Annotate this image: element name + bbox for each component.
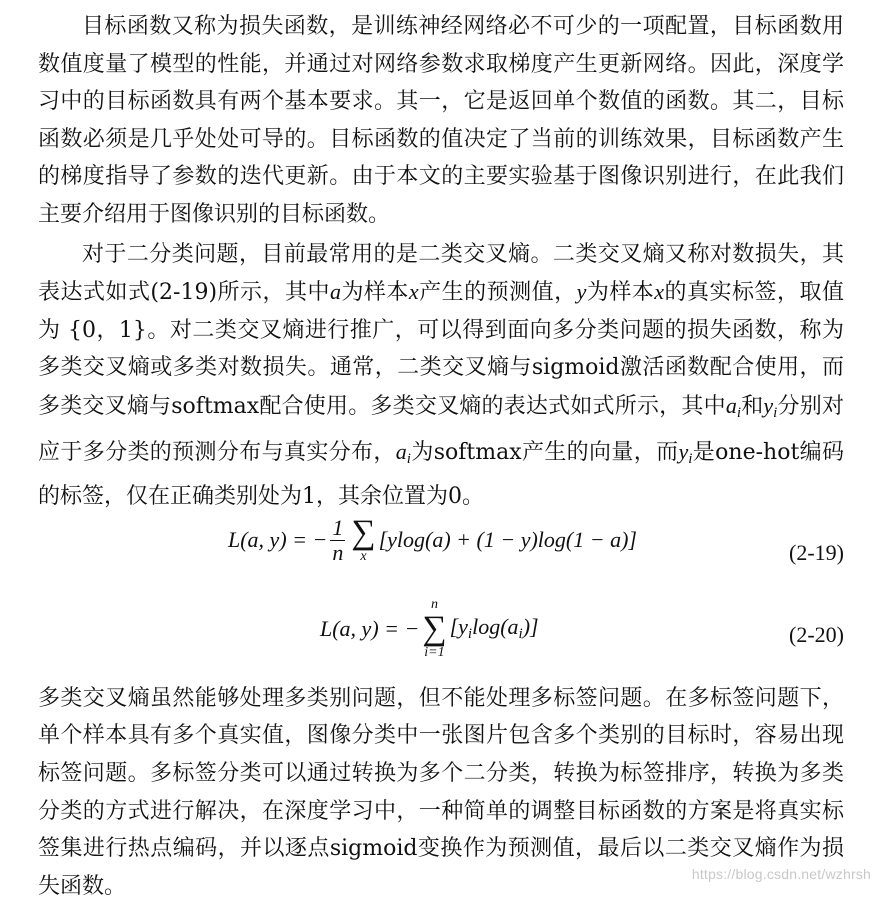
rhs-part: )] <box>522 614 539 640</box>
text-run: 对于二分类问题，目前最常用的是二类交叉熵。二类交叉熵又称对数损失，其表达式如式(2-19)所示，其中 <box>38 241 844 306</box>
summation <box>422 598 446 660</box>
math-subscript: i <box>467 626 473 643</box>
math-subscript: i <box>406 450 411 467</box>
summation <box>351 516 375 564</box>
equation-rhs <box>450 614 539 643</box>
equation-lhs: L(a, y) = − <box>320 615 420 641</box>
text-run: 为softmax产生的向量，而 <box>410 439 679 465</box>
sigma-symbol: ∑ <box>351 514 376 552</box>
paper-page <box>38 8 844 905</box>
math-var: a <box>395 438 407 464</box>
math-subscript: i <box>688 450 693 467</box>
watermark: https://blog.csdn.net/wzhrsh <box>691 866 871 882</box>
text-run: 的真实标签，取值为 {0，1}。对二类交叉熵进行推广，可以得到面向多分类问题的损失函数，称为多类交叉熵或多类对数损失。通常，二类交叉熵与sigmoid激活函数配合使用，而多类交叉熵与softmax配合使用。多类交叉熵的表达式如式所示，其中 <box>38 280 844 419</box>
text-run: 为样本 <box>586 280 655 306</box>
fraction-numerator: 1 <box>332 514 344 540</box>
equation-number: (2-19) <box>789 539 844 565</box>
sum-lower-limit: i=1 <box>424 644 445 660</box>
equation-number: (2-20) <box>789 621 844 647</box>
math-var: y <box>763 392 774 418</box>
fraction-denominator: n <box>332 539 344 565</box>
text-run: 和 <box>740 393 764 419</box>
text-run: 分别对应于多分类的预测分布与真实分布， <box>38 393 844 465</box>
math-subscript: i <box>518 626 523 643</box>
equation-body <box>228 516 637 565</box>
rhs-part: [y <box>449 614 468 640</box>
equation-body <box>320 598 539 660</box>
math-var: a <box>725 392 737 418</box>
equation-lhs: L(a, y) = − <box>228 527 328 553</box>
math-var: y <box>678 438 689 464</box>
math-subscript: i <box>736 404 741 421</box>
equation-2-19 <box>38 516 844 598</box>
sum-lower-limit: x <box>360 549 367 565</box>
equation-2-20 <box>38 598 844 680</box>
math-var: x <box>654 279 665 305</box>
paragraph-objective-function: 目标函数又称为损失函数，是训练神经网络必不可少的一项配置，目标函数用数值度量了模型的性能，并通过对网络参数求取梯度产生更新网络。因此，深度学习中的目标函数具有两个基本要求。其一，它是返回单个数值的函数。其二，目标函数必须是几乎处处可导的。目标函数的值决定了当前的训练效果，目标函数产生的梯度指导了参数的迭代更新。由于本文的主要实验基于图像识别进行，在此我们主要介绍用于图像识别的目标函数。 <box>38 14 844 227</box>
math-var: a <box>329 279 341 305</box>
paragraph-cross-entropy <box>38 236 844 516</box>
text-run: 为样本 <box>340 280 409 306</box>
fraction <box>330 516 345 565</box>
sigma-symbol: ∑ <box>422 609 447 647</box>
text-run: 产生的预测值， <box>418 280 577 306</box>
math-var: x <box>408 279 419 305</box>
math-subscript: i <box>773 404 778 421</box>
math-var: y <box>576 279 587 305</box>
paragraph-multilabel: 多类交叉熵虽然能够处理多类别问题，但不能处理多标签问题。在多标签问题下，单个样本具有多个真实值，图像分类中一张图片包含多个类别的目标时，容易出现标签问题。多标签分类可以通过转换为多个二分类，转换为标签排序，转换为多类分类的方式进行解决，在深度学习中，一种简单的调整目标函数的方案是将真实标签集进行热点编码，并以逐点sigmoid变换作为预测值，最后以二类交叉熵作为损失函数。 <box>38 685 844 899</box>
text-run: 是one-hot编码的标签，仅在正确类别处为1，其余位置为0。 <box>38 439 845 510</box>
rhs-part: log(a <box>472 614 519 640</box>
equation-rhs: [ylog(a) + (1 − y)log(1 − a)] <box>378 527 637 553</box>
sum-upper-limit: n <box>430 596 438 612</box>
